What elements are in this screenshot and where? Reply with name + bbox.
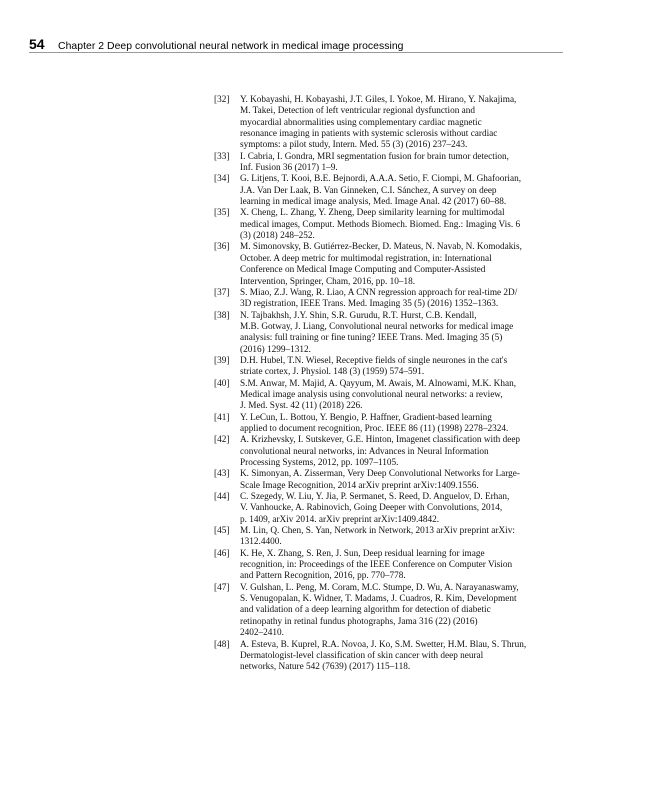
reference-line: symptoms: a pilot study, Intern. Med. 55 (3) (2016) 237–243.: [240, 140, 468, 151]
reference-number: [45]: [214, 526, 230, 537]
reference-line: D.H. Hubel, T.N. Wiesel, Receptive fields of single neurones in the cat's: [240, 355, 508, 366]
reference-line: Dermatologist-level classification of skin cancer with deep neural: [240, 650, 484, 661]
reference-line: applied to document recognition, Proc. IEEE 86 (11) (1998) 2278–2324.: [240, 423, 509, 434]
reference-line: X. Cheng, L. Zhang, Y. Zheng, Deep similarity learning for multimodal: [240, 208, 505, 219]
reference-entry: [214, 469, 566, 492]
page-header: [29, 36, 563, 53]
reference-text: [240, 583, 566, 640]
reference-line: N. Tajbakhsh, J.Y. Shin, S.R. Gurudu, R.T. Hurst, C.B. Kendall,: [240, 310, 477, 321]
reference-line: convolutional neural networks, in: Advances in Neural Information: [240, 446, 489, 457]
reference-line: S. Venugopalan, K. Widner, T. Madams, J. Cuadros, R. Kim, Development: [240, 594, 517, 605]
reference-line: myocardial abnormalities using complementary cardiac magnetic: [240, 117, 482, 128]
reference-number: [36]: [214, 242, 230, 253]
reference-entry: [214, 208, 566, 242]
reference-entry: [214, 356, 566, 379]
reference-text: [240, 640, 566, 674]
reference-text: [240, 356, 566, 379]
reference-entry: [214, 174, 566, 208]
reference-entry: [214, 311, 566, 356]
reference-entry: [214, 242, 566, 287]
reference-number: [43]: [214, 469, 230, 480]
reference-entry: [214, 95, 566, 152]
reference-line: Processing Systems, 2012, pp. 1097–1105.: [240, 458, 399, 468]
reference-text: [240, 413, 566, 436]
reference-line: resonance imaging in patients with systemic sclerosis without cardiac: [240, 129, 498, 140]
reference-text: [240, 152, 566, 175]
reference-line: (2016) 1299–1312.: [240, 344, 311, 355]
reference-line: 1312.4400.: [240, 537, 282, 548]
running-head: Chapter 2 Deep convolutional neural network in medical image processing: [58, 41, 404, 52]
reference-line: Conference on Medical Image Computing and Computer-Assisted: [240, 265, 486, 276]
reference-entry: [214, 435, 566, 469]
reference-line: networks, Nature 542 (7639) (2017) 115–118.: [240, 662, 411, 673]
reference-number: [33]: [214, 151, 230, 162]
reference-line: Inf. Fusion 36 (2017) 1–9.: [240, 163, 338, 174]
reference-number: [44]: [214, 492, 230, 503]
reference-number: [47]: [214, 582, 230, 593]
reference-text: [240, 526, 566, 549]
reference-entry: [214, 526, 566, 549]
reference-number: [37]: [214, 287, 230, 298]
reference-entry: [214, 583, 566, 640]
reference-number: [41]: [214, 412, 230, 423]
reference-line: J.A. Van Der Laak, B. Van Ginneken, C.I. Sánchez, A survey on deep: [240, 185, 497, 196]
reference-line: Y. Kobayashi, H. Kobayashi, J.T. Giles, I. Yokoe, M. Hirano, Y. Nakajima,: [240, 95, 517, 105]
reference-entry: [214, 379, 566, 413]
reference-line: 2402–2410.: [240, 628, 284, 639]
reference-number: [40]: [214, 378, 230, 389]
reference-line: Intervention, Springer, Cham, 2016, pp. 10–18.: [240, 276, 416, 287]
reference-line: learning in medical image analysis, Med. Image Anal. 42 (2017) 60–88.: [240, 197, 507, 208]
reference-text: [240, 469, 566, 492]
reference-line: and validation of a deep learning algorithm for detection of diabetic: [240, 605, 491, 616]
reference-text: [240, 435, 566, 469]
reference-line: retinopathy in retinal fundus photographs, Jama 316 (22) (2016): [240, 616, 478, 627]
reference-line: Medical image analysis using convolutional neural networks: a review,: [240, 389, 503, 400]
reference-number: [32]: [214, 95, 230, 105]
reference-line: S.M. Anwar, M. Majid, A. Qayyum, M. Awais, M. Alnowami, M.K. Khan,: [240, 378, 517, 389]
reference-text: [240, 95, 566, 152]
reference-text: [240, 549, 566, 583]
reference-line: M. Lin, Q. Chen, S. Yan, Network in Network, 2013 arXiv preprint arXiv:: [240, 526, 515, 537]
reference-number: [35]: [214, 208, 230, 219]
reference-number: [42]: [214, 435, 230, 446]
reference-line: M. Takei, Detection of left ventricular regional dysfunction and: [240, 106, 475, 117]
reference-line: analysis: full training or fine tuning? IEEE Trans. Med. Imaging 35 (5): [240, 333, 503, 344]
reference-text: [240, 288, 566, 311]
reference-number: [34]: [214, 174, 230, 185]
reference-entry: [214, 492, 566, 526]
reference-text: [240, 242, 566, 287]
reference-number: [39]: [214, 355, 230, 366]
reference-line: Scale Image Recognition, 2014 arXiv preprint arXiv:1409.1556.: [240, 480, 479, 491]
reference-text: [240, 379, 566, 413]
reference-line: V. Vanhoucke, A. Rabinovich, Going Deeper with Convolutions, 2014,: [240, 503, 503, 514]
reference-line: recognition, in: Proceedings of the IEEE Conference on Computer Vision: [240, 560, 513, 571]
reference-line: 3D registration, IEEE Trans. Med. Imaging 35 (5) (2016) 1352–1363.: [240, 299, 499, 310]
reference-text: [240, 174, 566, 208]
reference-text: [240, 311, 566, 356]
reference-line: I. Cabria, I. Gondra, MRI segmentation fusion for brain tumor detection,: [240, 151, 509, 162]
reference-line: K. Simonyan, A. Zisserman, Very Deep Convolutional Networks for Large-: [240, 469, 520, 480]
reference-line: G. Litjens, T. Kooi, B.E. Bejnordi, A.A.A. Setio, F. Ciompi, M. Ghafoorian,: [240, 174, 522, 185]
reference-text: [240, 492, 566, 526]
reference-line: A. Esteva, B. Kuprel, R.A. Novoa, J. Ko, S.M. Swetter, H.M. Blau, S. Thrun,: [240, 639, 527, 650]
reference-entry: [214, 549, 566, 583]
reference-line: A. Krizhevsky, I. Sutskever, G.E. Hinton, Imagenet classification with deep: [240, 435, 521, 446]
reference-line: October. A deep metric for multimodal registration, in: International: [240, 253, 492, 264]
reference-line: Y. LeCun, L. Bottou, Y. Bengio, P. Haffner, Gradient-based learning: [240, 412, 492, 423]
reference-list: [214, 95, 566, 674]
reference-line: V. Gulshan, L. Peng, M. Coram, M.C. Stumpe, D. Wu, A. Narayanaswamy,: [240, 582, 519, 593]
reference-line: and Pattern Recognition, 2016, pp. 770–778.: [240, 571, 406, 582]
reference-line: K. He, X. Zhang, S. Ren, J. Sun, Deep residual learning for image: [240, 548, 485, 559]
reference-line: S. Miao, Z.J. Wang, R. Liao, A CNN regression approach for real-time 2D/: [240, 287, 518, 298]
reference-line: striate cortex, J. Physiol. 148 (3) (1959) 574–591.: [240, 367, 425, 378]
reference-entry: [214, 288, 566, 311]
reference-entry: [214, 152, 566, 175]
reference-number: [38]: [214, 310, 230, 321]
reference-line: M.B. Gotway, J. Liang, Convolutional neural networks for medical image: [240, 321, 514, 332]
reference-line: J. Med. Syst. 42 (11) (2018) 226.: [240, 401, 363, 412]
reference-entry: [214, 413, 566, 436]
reference-number: [48]: [214, 639, 230, 650]
reference-number: [46]: [214, 548, 230, 559]
page-number: 54: [29, 36, 45, 52]
reference-line: (3) (2018) 248–252.: [240, 231, 315, 242]
reference-text: [240, 208, 566, 242]
reference-entry: [214, 640, 566, 674]
reference-line: M. Simonovsky, B. Gutiérrez-Becker, D. Mateus, N. Navab, N. Komodakis,: [240, 242, 522, 253]
reference-line: medical images, Comput. Methods Biomech. Biomed. Eng.: Imaging Vis. 6: [240, 219, 521, 230]
reference-line: p. 1409, arXiv 2014. arXiv preprint arXiv:1409.4842.: [240, 514, 440, 525]
reference-line: C. Szegedy, W. Liu, Y. Jia, P. Sermanet, S. Reed, D. Anguelov, D. Erhan,: [240, 492, 510, 503]
